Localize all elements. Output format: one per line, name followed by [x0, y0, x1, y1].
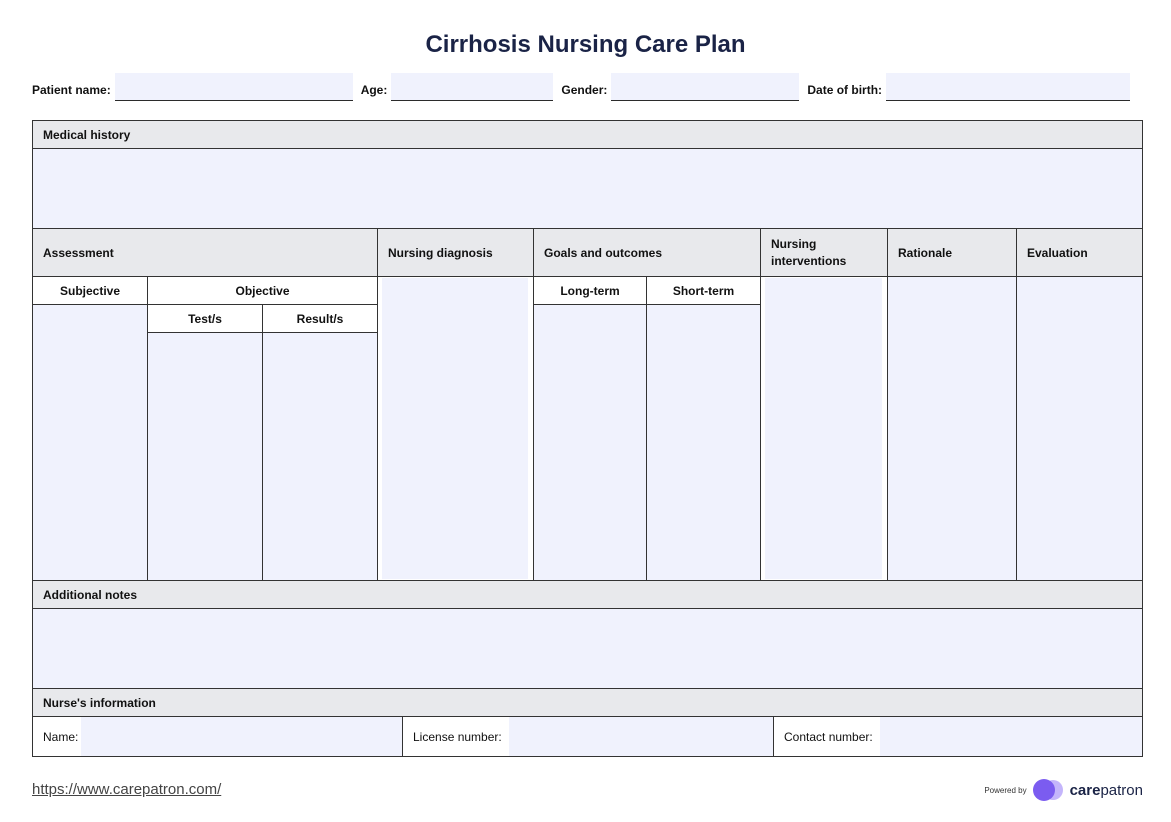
subjective-field[interactable]	[32, 304, 148, 581]
objective-header: Objective	[147, 276, 378, 305]
nurse-info-header: Nurse's information	[32, 688, 1143, 717]
additional-notes-field[interactable]	[32, 608, 1143, 689]
nurse-name-cell	[32, 716, 403, 757]
long-term-header: Long-term	[533, 276, 647, 305]
short-term-header: Short-term	[646, 276, 761, 305]
contact-number-input[interactable]	[880, 717, 1142, 756]
nursing-diagnosis-header: Nursing diagnosis	[377, 228, 534, 277]
carepatron-logo-icon	[1032, 778, 1066, 802]
evaluation-header: Evaluation	[1016, 228, 1143, 277]
gender-label: Gender:	[561, 83, 608, 97]
license-number-input[interactable]	[509, 717, 773, 756]
brand-name-bold: care	[1069, 781, 1101, 799]
brand-name-rest: patron	[1100, 781, 1143, 799]
tests-field[interactable]	[147, 332, 263, 581]
results-field[interactable]	[262, 332, 378, 581]
patient-name-label: Patient name:	[32, 83, 111, 97]
license-number-label: License number:	[413, 729, 502, 744]
additional-notes-header: Additional notes	[32, 580, 1143, 609]
brand-name	[1070, 782, 1143, 799]
rationale-header: Rationale	[887, 228, 1017, 277]
contact-number-label: Contact number:	[784, 729, 873, 744]
medical-history-field[interactable]	[32, 148, 1143, 229]
dob-input[interactable]	[886, 73, 1130, 101]
short-term-field[interactable]	[646, 304, 761, 581]
tests-header: Test/s	[147, 304, 263, 333]
gender-input[interactable]	[611, 73, 799, 101]
long-term-field[interactable]	[533, 304, 647, 581]
nurse-name-input[interactable]	[81, 717, 402, 756]
license-number-cell	[402, 716, 774, 757]
nursing-diagnosis-field[interactable]	[382, 278, 528, 579]
powered-by	[984, 778, 1143, 802]
results-header: Result/s	[262, 304, 378, 333]
medical-history-header: Medical history	[32, 120, 1143, 149]
nurse-name-label: Name:	[43, 729, 79, 744]
evaluation-field[interactable]	[1016, 276, 1143, 581]
patient-info-row	[32, 72, 1143, 102]
nursing-interventions-header	[760, 228, 888, 277]
nursing-interventions-field[interactable]	[765, 278, 882, 579]
care-plan-table	[32, 120, 1143, 757]
age-input[interactable]	[391, 73, 553, 101]
goals-outcomes-header: Goals and outcomes	[533, 228, 761, 277]
nursing-interventions-label: Nursing interventions	[771, 236, 847, 268]
page-title: Cirrhosis Nursing Care Plan	[425, 31, 746, 58]
rationale-field[interactable]	[887, 276, 1017, 581]
age-label: Age:	[360, 83, 388, 97]
patient-name-input[interactable]	[115, 73, 353, 101]
dob-label: Date of birth:	[807, 83, 883, 97]
carepatron-link[interactable]: https://www.carepatron.com/	[32, 781, 222, 798]
nursing-interventions-cell	[760, 276, 888, 581]
contact-number-cell	[773, 716, 1143, 757]
subjective-header: Subjective	[32, 276, 148, 305]
nursing-diagnosis-cell	[377, 276, 534, 581]
powered-by-label: Powered by	[984, 785, 1027, 795]
assessment-header: Assessment	[32, 228, 378, 277]
